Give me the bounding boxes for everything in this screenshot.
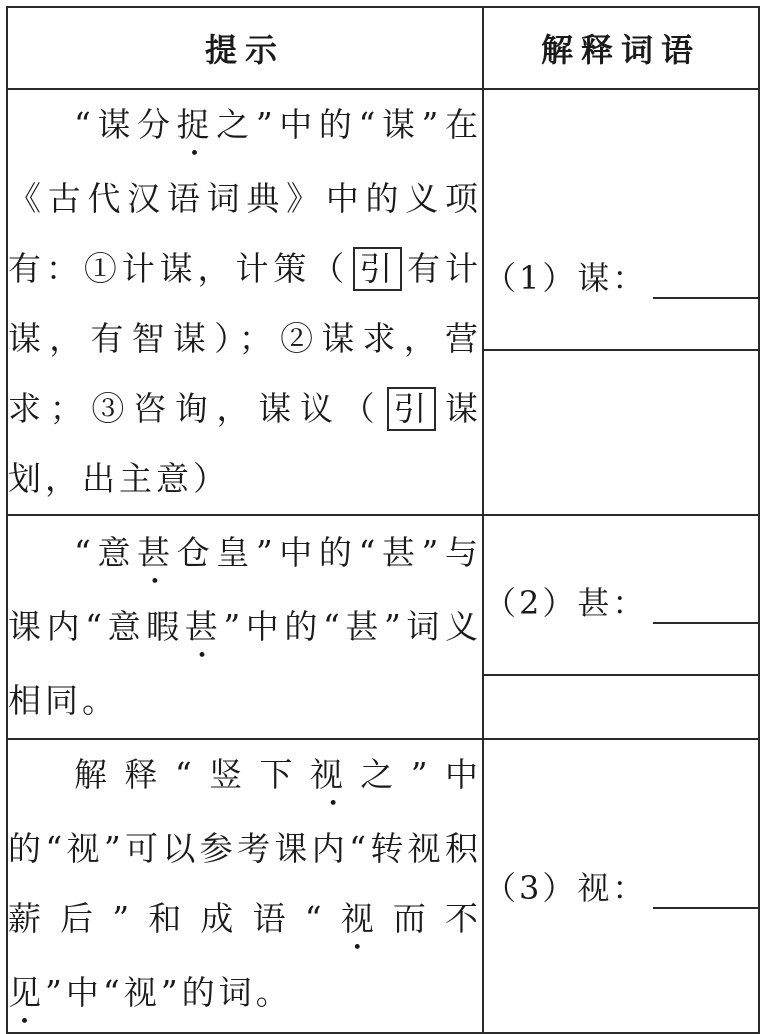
boxed-char: 引 (353, 247, 402, 291)
hint-segment: 仓皇”中的“甚”与课内“意暇 (8, 533, 482, 646)
answer-blank[interactable] (653, 877, 758, 909)
answer-line (484, 863, 758, 909)
answer-line (484, 253, 758, 299)
hint-segment: ”中“视”的词。 (45, 973, 293, 1012)
emphasized-char: 视 (309, 755, 361, 794)
hint-segment: “意 (74, 533, 138, 572)
emphasized-char: 捉 (176, 105, 217, 144)
table-row (7, 739, 759, 1033)
vocabulary-table (6, 6, 760, 1034)
hint-segment: ”中的“甚”词义相同。 (8, 607, 482, 720)
hint-segment: 谋划，出主意） (8, 389, 483, 498)
emphasized-char: 甚 (137, 533, 177, 572)
header-row (7, 7, 759, 89)
hint-segment: 之”中的“视”可以参考课内“转视积薪后”和成语“ (8, 755, 482, 938)
table-row (7, 515, 759, 739)
answer-blank-line[interactable] (484, 347, 758, 351)
hint-segment: 有计谋，有智谋）；②谋求，营求；③咨询，谋议（ (8, 249, 483, 428)
answer-blank-line[interactable] (484, 672, 758, 676)
answer-label: （1）谋： (484, 259, 648, 297)
hint-segment: 之”中的“谋”在《古代汉语词典》中的义项有：①计谋，计策（ (8, 105, 482, 288)
answer-label: （2）甚： (484, 584, 648, 622)
hint-cell (7, 515, 483, 739)
hint-segment: 而不 (392, 899, 482, 938)
emphasized-char: 甚 (184, 607, 224, 646)
hint-cell (7, 739, 483, 1033)
emphasized-char: 见 (8, 973, 45, 1012)
emphasized-char: 视 (325, 899, 393, 938)
answer-blank[interactable] (653, 592, 758, 624)
answer-cell (483, 515, 759, 739)
hint-text (8, 518, 482, 736)
table-row (7, 89, 759, 515)
answer-label: （3）视： (484, 869, 648, 907)
hint-segment: 解释“竖下 (74, 755, 310, 794)
boxed-char: 引 (387, 387, 436, 431)
hint-text (8, 90, 482, 514)
header-hint: 提示 (7, 7, 483, 89)
answer-cell (483, 739, 759, 1033)
header-answer: 解释词语 (483, 7, 759, 89)
hint-segment: “谋分 (74, 105, 177, 144)
answer-line (484, 578, 758, 624)
answer-blank[interactable] (653, 267, 758, 299)
answer-cell (483, 89, 759, 515)
hint-cell (7, 89, 483, 515)
hint-text (8, 740, 482, 1032)
